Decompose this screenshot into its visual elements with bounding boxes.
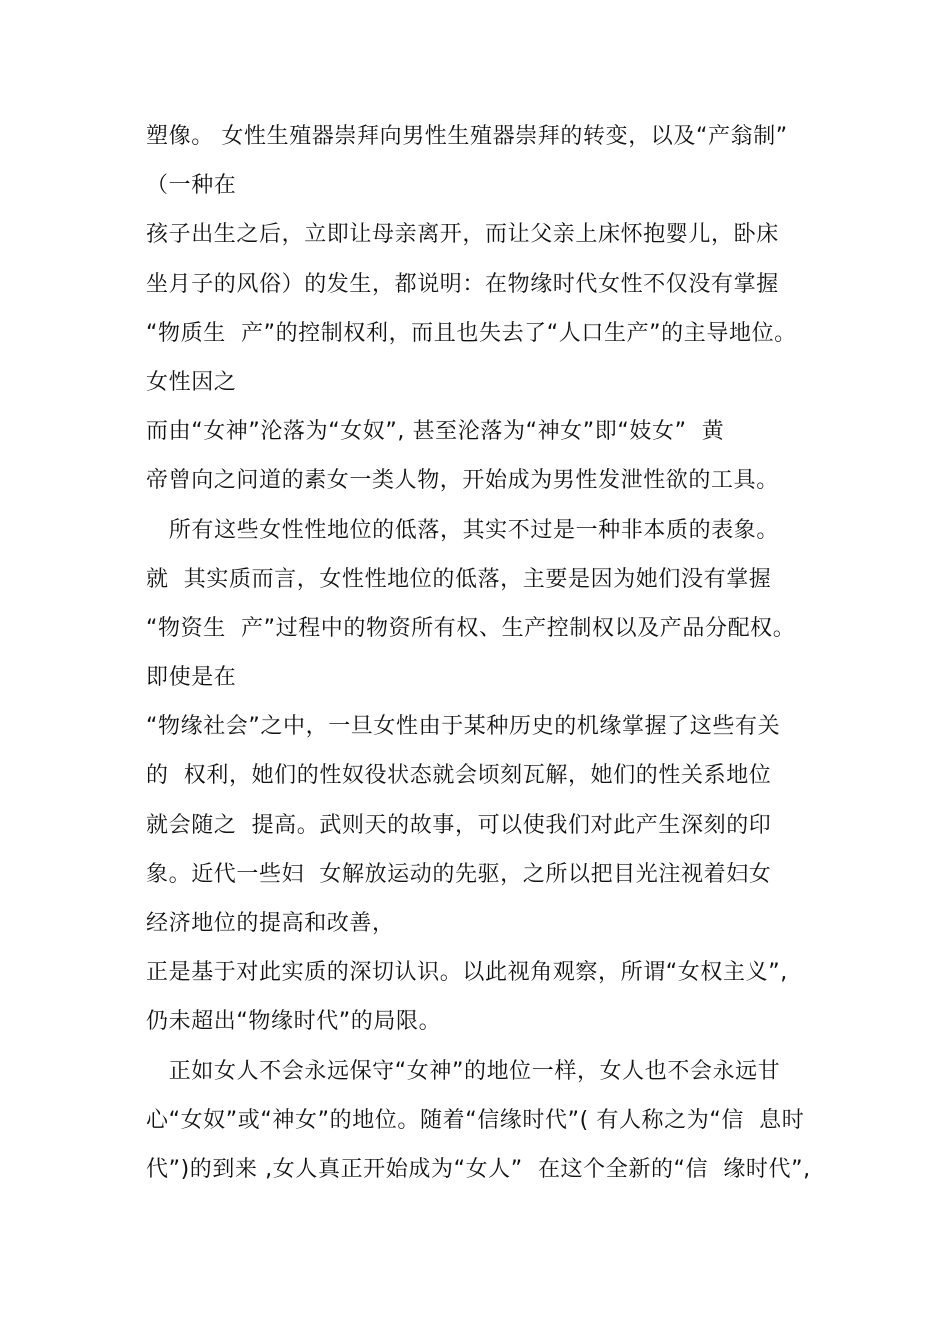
text-line: 女性因之: [146, 369, 237, 395]
text-line: 正是基于对此实质的深切认识。以此视角观察，所谓“女权主义”,: [146, 960, 788, 986]
text-line: 就 其实质而言，女性性地位的低落，主要是因为她们没有掌握: [146, 566, 772, 592]
text-line: 即使是在: [146, 665, 237, 691]
text-line: 正如女人不会永远保守“女神”的地位一样，女人也不会永远甘: [146, 1058, 781, 1084]
text-line: 心“女奴”或“神女”的地位。随着“信缘时代”( 有人称之为“信 息时: [146, 1107, 805, 1133]
text-line: （一种在: [146, 173, 237, 199]
text-line: 所有这些女性性地位的低落，其实不过是一种非本质的表象。: [146, 517, 779, 543]
text-line: 而由“女神”沦落为“女奴”, 甚至沦落为“神女”即“妓女” 黄: [146, 419, 725, 445]
text-line: “物质生 产”的控制权利，而且也失去了“人口生产”的主导地位。: [146, 320, 797, 346]
body-text: [146, 112, 826, 1194]
text-line: 代”)的到来 ,女人真正开始成为“女人” 在这个全新的“信 缘时代”,: [146, 1156, 811, 1182]
text-line: 就会随之 提高。武则天的故事，可以使我们对此产生深刻的印: [146, 812, 772, 838]
text-line: 塑像。 女性生殖器崇拜向男性生殖器崇拜的转变，以及“产翁制”: [146, 124, 788, 149]
text-line: 的 权利，她们的性奴役状态就会顷刻瓦解，她们的性关系地位: [146, 763, 772, 789]
text-line: 帝曾向之问道的素女一类人物，开始成为男性发泄性欲的工具。: [146, 468, 779, 494]
text-line: “物资生 产”过程中的物资所有权、生产控制权以及产品分配权。: [146, 615, 796, 641]
text-line: 坐月子的风俗）的发生，都说明：在物缘时代女性不仅没有掌握: [146, 271, 779, 297]
text-line: 孩子出生之后，立即让母亲离开，而让父亲上床怀抱婴儿，卧床: [146, 222, 779, 248]
text-line: “物缘社会”之中，一旦女性由于某种历史的机缘掌握了这些有关: [146, 714, 781, 740]
text-line: 象。近代一些妇 女解放运动的先驱，之所以把目光注视着妇女: [146, 861, 772, 887]
text-line: 经济地位的提高和改善，: [146, 911, 395, 936]
text-line: 仍未超出“物缘时代”的局限。: [146, 1009, 442, 1035]
